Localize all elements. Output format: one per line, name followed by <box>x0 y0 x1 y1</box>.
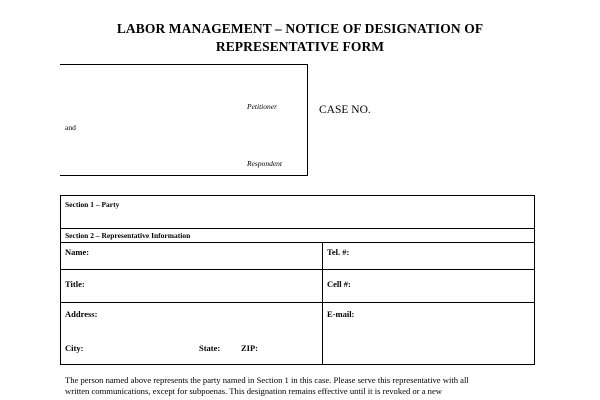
tel-label: Tel. #: <box>327 247 350 257</box>
address-label: Address: <box>65 309 98 319</box>
form-title-line-2: REPRESENTATIVE FORM <box>215 39 385 54</box>
zip-label: ZIP: <box>241 343 258 353</box>
section-1-heading: Section 1 – Party <box>65 200 120 209</box>
title-label: Title: <box>65 279 85 289</box>
row-divider <box>61 228 534 229</box>
case-caption-box <box>60 64 308 176</box>
row-divider <box>61 302 534 303</box>
name-label: Name: <box>65 247 90 257</box>
city-label: City: <box>65 343 84 353</box>
column-divider <box>322 242 323 365</box>
section-2-heading: Section 2 – Representative Information <box>65 231 191 240</box>
designation-notice-text <box>65 375 535 397</box>
notice-line-1: The person named above represents the party named in Section 1 in this case. Please serve this representative with all <box>65 375 469 385</box>
petitioner-label: Petitioner <box>247 102 277 111</box>
cell-label: Cell #: <box>327 279 351 289</box>
respondent-label: Respondent <box>247 159 282 168</box>
case-number-label: CASE NO. <box>319 104 371 116</box>
notice-line-2: written communications, except for subpoenas. This designation remains effective until it is revoked or a new <box>65 386 442 396</box>
form-title-line-1: LABOR MANAGEMENT – NOTICE OF DESIGNATION OF <box>116 21 484 36</box>
row-divider <box>61 242 534 243</box>
row-divider <box>61 269 534 270</box>
email-label: E-mail: <box>327 309 355 319</box>
designation-form-table <box>60 195 535 365</box>
state-label: State: <box>199 343 221 353</box>
and-label: and <box>65 123 76 132</box>
